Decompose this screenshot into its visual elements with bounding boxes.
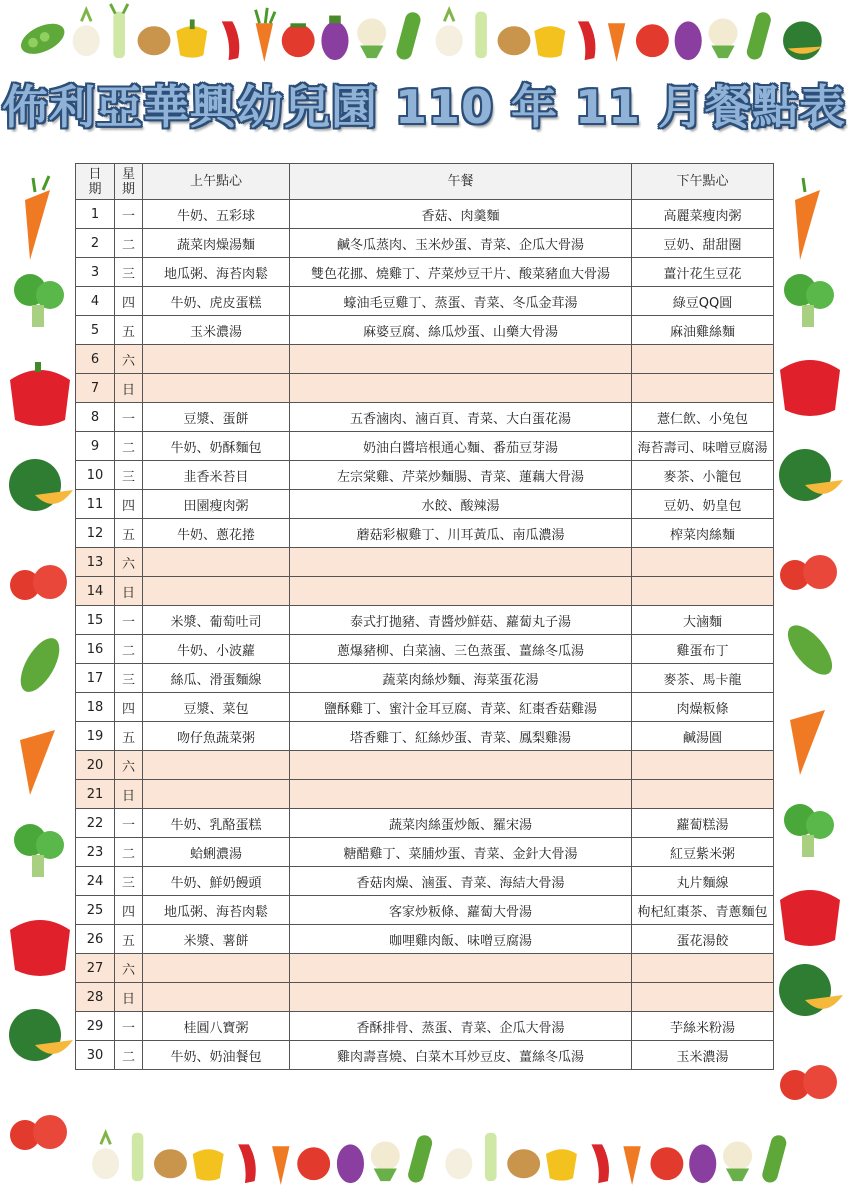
- table-body: [76, 200, 774, 1070]
- cell-afternoon-snack: [632, 751, 774, 780]
- cell-weekday: 六: [115, 345, 143, 374]
- cauliflower-icon-b: [371, 1141, 400, 1181]
- cell-morning-snack: 豆漿、菜包: [143, 693, 290, 722]
- header-day: 日期: [76, 164, 115, 200]
- cell-weekday: 一: [115, 1012, 143, 1041]
- cell-day: 20: [76, 751, 115, 780]
- meal-schedule-table: [75, 163, 774, 1070]
- pumpkin-icon-left: [9, 459, 73, 511]
- eggplant-icon: [321, 16, 348, 61]
- cell-morning-snack: 牛奶、小波蘿: [143, 635, 290, 664]
- cell-afternoon-snack: 綠豆QQ圓: [632, 287, 774, 316]
- cell-afternoon-snack: 芋絲米粉湯: [632, 1012, 774, 1041]
- cell-morning-snack: 牛奶、奶油餐包: [143, 1041, 290, 1070]
- table-row: [76, 577, 774, 606]
- cell-lunch: 奶油白醬培根通心麵、番茄豆芽湯: [290, 432, 632, 461]
- cell-morning-snack: 米漿、薯餅: [143, 925, 290, 954]
- cell-morning-snack: [143, 780, 290, 809]
- cell-lunch: [290, 577, 632, 606]
- garlic-icon-b: [92, 1133, 119, 1179]
- table-row: [76, 635, 774, 664]
- carrot-icon-right-2: [790, 710, 825, 775]
- table-row: [76, 896, 774, 925]
- cell-day: 23: [76, 838, 115, 867]
- leek-icon-b: [132, 1133, 144, 1181]
- cell-morning-snack: 地瓜粥、海苔肉鬆: [143, 896, 290, 925]
- cell-day: 7: [76, 374, 115, 403]
- cell-lunch: [290, 751, 632, 780]
- cell-day: 29: [76, 1012, 115, 1041]
- cell-day: 9: [76, 432, 115, 461]
- table-row: [76, 432, 774, 461]
- carrot-icon-left-2: [20, 730, 55, 795]
- leek-icon: [110, 4, 127, 58]
- cell-afternoon-snack: 蘿蔔糕湯: [632, 809, 774, 838]
- cell-afternoon-snack: 麻油雞絲麵: [632, 316, 774, 345]
- cell-lunch: 水餃、酸辣湯: [290, 490, 632, 519]
- cell-lunch: 蔬菜肉絲炒麵、海菜蛋花湯: [290, 664, 632, 693]
- cell-afternoon-snack: 肉燥粄條: [632, 693, 774, 722]
- cell-afternoon-snack: 薏仁飲、小兔包: [632, 403, 774, 432]
- cell-weekday: 日: [115, 577, 143, 606]
- red-pepper-icon-left-2: [10, 920, 70, 976]
- table-row: [76, 838, 774, 867]
- red-chili-icon-2: [578, 21, 596, 60]
- yellow-pepper-icon-2: [534, 26, 565, 57]
- cell-lunch: 蔬菜肉絲蛋炒飯、羅宋湯: [290, 809, 632, 838]
- header-morning-snack: 上午點心: [143, 164, 290, 200]
- cell-morning-snack: 蔬菜肉燥湯麵: [143, 229, 290, 258]
- table-row: [76, 374, 774, 403]
- cell-lunch: [290, 548, 632, 577]
- cell-day: 12: [76, 519, 115, 548]
- cell-morning-snack: 牛奶、五彩球: [143, 200, 290, 229]
- broccoli-icon-right: [784, 274, 834, 327]
- cell-afternoon-snack: [632, 954, 774, 983]
- broccoli-icon-right-2: [784, 804, 834, 857]
- cell-morning-snack: [143, 374, 290, 403]
- table-row: [76, 345, 774, 374]
- cell-day: 5: [76, 316, 115, 345]
- cell-weekday: 四: [115, 490, 143, 519]
- cell-afternoon-snack: [632, 345, 774, 374]
- cell-lunch: 香菇、肉羹麵: [290, 200, 632, 229]
- cell-lunch: 鹽酥雞丁、蜜汁金耳豆腐、青菜、紅棗香菇雞湯: [290, 693, 632, 722]
- cell-morning-snack: [143, 983, 290, 1012]
- table-row: [76, 258, 774, 287]
- red-chili-icon-b: [238, 1144, 256, 1183]
- cell-weekday: 五: [115, 519, 143, 548]
- table-row: [76, 461, 774, 490]
- yellow-pepper-icon-b: [193, 1149, 224, 1180]
- cell-afternoon-snack: 海苔壽司、味噌豆腐湯: [632, 432, 774, 461]
- cell-lunch: [290, 345, 632, 374]
- garlic-icon-2: [436, 10, 463, 56]
- tomato-icon: [282, 24, 315, 57]
- leek-icon-2: [475, 12, 487, 58]
- cell-morning-snack: [143, 577, 290, 606]
- cell-lunch: 鹹冬瓜蒸肉、玉米炒蛋、青菜、企瓜大骨湯: [290, 229, 632, 258]
- red-pepper-icon-right: [780, 360, 840, 416]
- cell-weekday: 五: [115, 925, 143, 954]
- cell-day: 3: [76, 258, 115, 287]
- right-vegetable-border: [775, 170, 845, 1120]
- cell-weekday: 四: [115, 287, 143, 316]
- cell-day: 17: [76, 664, 115, 693]
- cell-morning-snack: [143, 954, 290, 983]
- cell-weekday: 一: [115, 200, 143, 229]
- cell-morning-snack: 牛奶、虎皮蛋糕: [143, 287, 290, 316]
- cell-lunch: [290, 374, 632, 403]
- cucumber-icon-b: [406, 1133, 433, 1184]
- cell-afternoon-snack: [632, 577, 774, 606]
- cell-lunch: 咖哩雞肉飯、味噌豆腐湯: [290, 925, 632, 954]
- red-chili-icon: [222, 21, 240, 60]
- cucumber-icon: [395, 10, 422, 61]
- cell-weekday: 四: [115, 693, 143, 722]
- cell-day: 21: [76, 780, 115, 809]
- cell-weekday: 二: [115, 635, 143, 664]
- table-row: [76, 925, 774, 954]
- header-lunch: 午餐: [290, 164, 632, 200]
- cauliflower-icon-b2: [723, 1141, 752, 1181]
- cell-day: 10: [76, 461, 115, 490]
- carrot-icon-b2: [623, 1146, 640, 1185]
- table-row: [76, 954, 774, 983]
- top-vegetable-border: [0, 2, 848, 62]
- cell-day: 19: [76, 722, 115, 751]
- leek-icon-b2: [485, 1133, 497, 1181]
- cell-weekday: 日: [115, 983, 143, 1012]
- cell-morning-snack: 桂圓八寶粥: [143, 1012, 290, 1041]
- cell-afternoon-snack: 蛋花湯餃: [632, 925, 774, 954]
- potato-icon-b2: [507, 1149, 540, 1178]
- cell-afternoon-snack: [632, 548, 774, 577]
- cell-day: 2: [76, 229, 115, 258]
- cell-weekday: 四: [115, 896, 143, 925]
- header-afternoon-snack: 下午點心: [632, 164, 774, 200]
- cell-afternoon-snack: 玉米濃湯: [632, 1041, 774, 1070]
- red-pepper-icon-right-2: [780, 890, 840, 946]
- cell-day: 6: [76, 345, 115, 374]
- cucumber-icon-2: [745, 10, 772, 61]
- pea-pod-icon: [16, 18, 69, 60]
- cell-lunch: 香菇肉燥、滷蛋、青菜、海結大骨湯: [290, 867, 632, 896]
- red-chili-icon-b2: [591, 1144, 609, 1183]
- table-row: [76, 780, 774, 809]
- yellow-pepper-icon-b2: [546, 1149, 577, 1180]
- cell-lunch: 蘑菇彩椒雞丁、川耳黃瓜、南瓜濃湯: [290, 519, 632, 548]
- cell-afternoon-snack: 雞蛋布丁: [632, 635, 774, 664]
- tomato-icon-b: [297, 1147, 330, 1180]
- yellow-pepper-icon: [176, 19, 207, 57]
- cell-lunch: [290, 780, 632, 809]
- cell-afternoon-snack: 麥茶、小籠包: [632, 461, 774, 490]
- garlic-icon-b2: [445, 1148, 472, 1179]
- carrot-icon-right: [795, 178, 820, 260]
- cell-afternoon-snack: [632, 374, 774, 403]
- cell-afternoon-snack: 丸片麵線: [632, 867, 774, 896]
- cell-lunch: 雞肉壽喜燒、白菜木耳炒豆皮、薑絲冬瓜湯: [290, 1041, 632, 1070]
- cell-morning-snack: 米漿、葡萄吐司: [143, 606, 290, 635]
- cell-day: 13: [76, 548, 115, 577]
- potato-icon-b: [154, 1149, 187, 1178]
- cell-day: 1: [76, 200, 115, 229]
- cell-morning-snack: 蛤蜊濃湯: [143, 838, 290, 867]
- table-row: [76, 229, 774, 258]
- cell-weekday: 日: [115, 374, 143, 403]
- cell-weekday: 六: [115, 548, 143, 577]
- red-pepper-icon-left: [10, 362, 70, 426]
- cell-weekday: 二: [115, 1041, 143, 1070]
- cell-lunch: 蔥爆豬柳、白菜滷、三色蒸蛋、薑絲冬瓜湯: [290, 635, 632, 664]
- cell-day: 24: [76, 867, 115, 896]
- cucumber-icon-b2: [761, 1133, 788, 1184]
- carrot-icon-b: [272, 1146, 289, 1185]
- table-row: [76, 316, 774, 345]
- cauliflower-icon-2: [709, 18, 738, 58]
- cauliflower-icon: [357, 18, 386, 58]
- cell-day: 22: [76, 809, 115, 838]
- potato-icon: [138, 26, 171, 55]
- cell-day: 16: [76, 635, 115, 664]
- cell-afternoon-snack: 枸杞紅棗茶、青蔥麵包: [632, 896, 774, 925]
- cell-day: 8: [76, 403, 115, 432]
- cell-morning-snack: 韭香米苔目: [143, 461, 290, 490]
- bottom-vegetable-border: [0, 1125, 848, 1185]
- cell-day: 15: [76, 606, 115, 635]
- table-row: [76, 200, 774, 229]
- table-row: [76, 664, 774, 693]
- cell-day: 27: [76, 954, 115, 983]
- cell-lunch: 香酥排骨、蒸蛋、青菜、企瓜大骨湯: [290, 1012, 632, 1041]
- table-row: [76, 751, 774, 780]
- cell-day: 30: [76, 1041, 115, 1070]
- pumpkin-icon-right-2: [779, 964, 843, 1016]
- cell-morning-snack: 牛奶、蔥花捲: [143, 519, 290, 548]
- cell-weekday: 三: [115, 461, 143, 490]
- cell-weekday: 三: [115, 258, 143, 287]
- carrot-icon-left: [25, 176, 50, 260]
- cell-weekday: 日: [115, 780, 143, 809]
- cell-day: 25: [76, 896, 115, 925]
- cell-day: 11: [76, 490, 115, 519]
- cell-morning-snack: 地瓜粥、海苔肉鬆: [143, 258, 290, 287]
- table-row: [76, 287, 774, 316]
- cell-lunch: 蠔油毛豆雞丁、蒸蛋、青菜、冬瓜金茸湯: [290, 287, 632, 316]
- cell-afternoon-snack: 高麗菜瘦肉粥: [632, 200, 774, 229]
- cell-lunch: 左宗棠雞、芹菜炒麵腸、青菜、蓮藕大骨湯: [290, 461, 632, 490]
- cell-afternoon-snack: 豆奶、甜甜圈: [632, 229, 774, 258]
- cell-weekday: 六: [115, 954, 143, 983]
- cell-afternoon-snack: 大滷麵: [632, 606, 774, 635]
- table-row: [76, 809, 774, 838]
- cell-lunch: 泰式打拋豬、青醬炒鮮菇、蘿蔔丸子湯: [290, 606, 632, 635]
- cell-morning-snack: 田園瘦肉粥: [143, 490, 290, 519]
- cell-morning-snack: 牛奶、乳酪蛋糕: [143, 809, 290, 838]
- cell-afternoon-snack: 榨菜肉絲麵: [632, 519, 774, 548]
- cell-lunch: 麻婆豆腐、絲瓜炒蛋、山藥大骨湯: [290, 316, 632, 345]
- cell-day: 26: [76, 925, 115, 954]
- tomato-icon-right: [780, 555, 837, 590]
- pea-pod-icon-right: [780, 618, 840, 682]
- cell-afternoon-snack: 薑汁花生豆花: [632, 258, 774, 287]
- cell-lunch: 五香滷肉、滷百頁、青菜、大白蛋花湯: [290, 403, 632, 432]
- cell-morning-snack: [143, 751, 290, 780]
- eggplant-icon-2: [675, 21, 702, 60]
- cell-weekday: 五: [115, 722, 143, 751]
- cell-afternoon-snack: 鹹湯圓: [632, 722, 774, 751]
- tomato-icon-2: [636, 24, 669, 57]
- cell-afternoon-snack: 豆奶、奶皇包: [632, 490, 774, 519]
- cell-weekday: 一: [115, 403, 143, 432]
- cell-day: 14: [76, 577, 115, 606]
- eggplant-icon-b: [337, 1144, 364, 1183]
- cell-lunch: 糖醋雞丁、菜脯炒蛋、青菜、金針大骨湯: [290, 838, 632, 867]
- broccoli-icon-left-2: [14, 824, 64, 877]
- cell-lunch: 客家炒粄條、蘿蔔大骨湯: [290, 896, 632, 925]
- header-weekday: 星期: [115, 164, 143, 200]
- cell-day: 28: [76, 983, 115, 1012]
- pea-pod-icon-left: [13, 632, 67, 698]
- tomato-icon-right-2: [780, 1065, 837, 1100]
- cell-afternoon-snack: 紅豆紫米粥: [632, 838, 774, 867]
- carrot-icon-2: [608, 23, 625, 62]
- page-title: 佈利亞華興幼兒園 110 年 11 月餐點表: [1, 80, 847, 134]
- tomato-icon-b2: [650, 1147, 683, 1180]
- garlic-icon: [73, 10, 100, 56]
- cell-lunch: [290, 954, 632, 983]
- table-row: [76, 693, 774, 722]
- table-row: [76, 867, 774, 896]
- carrot-icon: [256, 8, 275, 62]
- cell-lunch: 雙色花挪、燒雞丁、芹菜炒豆干片、酸菜豬血大骨湯: [290, 258, 632, 287]
- table-header-row: [76, 164, 774, 200]
- cell-morning-snack: 玉米濃湯: [143, 316, 290, 345]
- cell-morning-snack: 豆漿、蛋餅: [143, 403, 290, 432]
- potato-icon-2: [498, 26, 531, 55]
- table-row: [76, 606, 774, 635]
- table-row: [76, 1012, 774, 1041]
- table-row: [76, 548, 774, 577]
- cell-lunch: [290, 983, 632, 1012]
- cell-day: 4: [76, 287, 115, 316]
- cell-morning-snack: 吻仔魚蔬菜粥: [143, 722, 290, 751]
- cell-morning-snack: 牛奶、鮮奶饅頭: [143, 867, 290, 896]
- cell-weekday: 三: [115, 664, 143, 693]
- cell-morning-snack: 牛奶、奶酥麵包: [143, 432, 290, 461]
- cell-weekday: 二: [115, 432, 143, 461]
- eggplant-icon-b2: [689, 1144, 716, 1183]
- left-vegetable-border: [5, 170, 75, 1070]
- cell-day: 18: [76, 693, 115, 722]
- cell-afternoon-snack: [632, 780, 774, 809]
- table-row: [76, 519, 774, 548]
- table-row: [76, 1041, 774, 1070]
- cell-weekday: 一: [115, 809, 143, 838]
- table-row: [76, 490, 774, 519]
- table-row: [76, 403, 774, 432]
- pumpkin-icon: [783, 21, 823, 60]
- cell-lunch: 塔香雞丁、紅絲炒蛋、青菜、鳳梨雞湯: [290, 722, 632, 751]
- tomato-icon-left: [10, 565, 67, 600]
- pumpkin-icon-left-2: [9, 1009, 73, 1061]
- cell-afternoon-snack: 麥茶、馬卡龍: [632, 664, 774, 693]
- table-row: [76, 983, 774, 1012]
- cell-weekday: 二: [115, 229, 143, 258]
- cell-weekday: 二: [115, 838, 143, 867]
- table-row: [76, 722, 774, 751]
- cell-morning-snack: [143, 548, 290, 577]
- cell-morning-snack: [143, 345, 290, 374]
- cell-afternoon-snack: [632, 983, 774, 1012]
- cell-weekday: 一: [115, 606, 143, 635]
- cell-weekday: 三: [115, 867, 143, 896]
- cell-morning-snack: 絲瓜、滑蛋麵線: [143, 664, 290, 693]
- cell-weekday: 五: [115, 316, 143, 345]
- broccoli-icon-left: [14, 274, 64, 327]
- cell-weekday: 六: [115, 751, 143, 780]
- pumpkin-icon-right: [779, 449, 843, 501]
